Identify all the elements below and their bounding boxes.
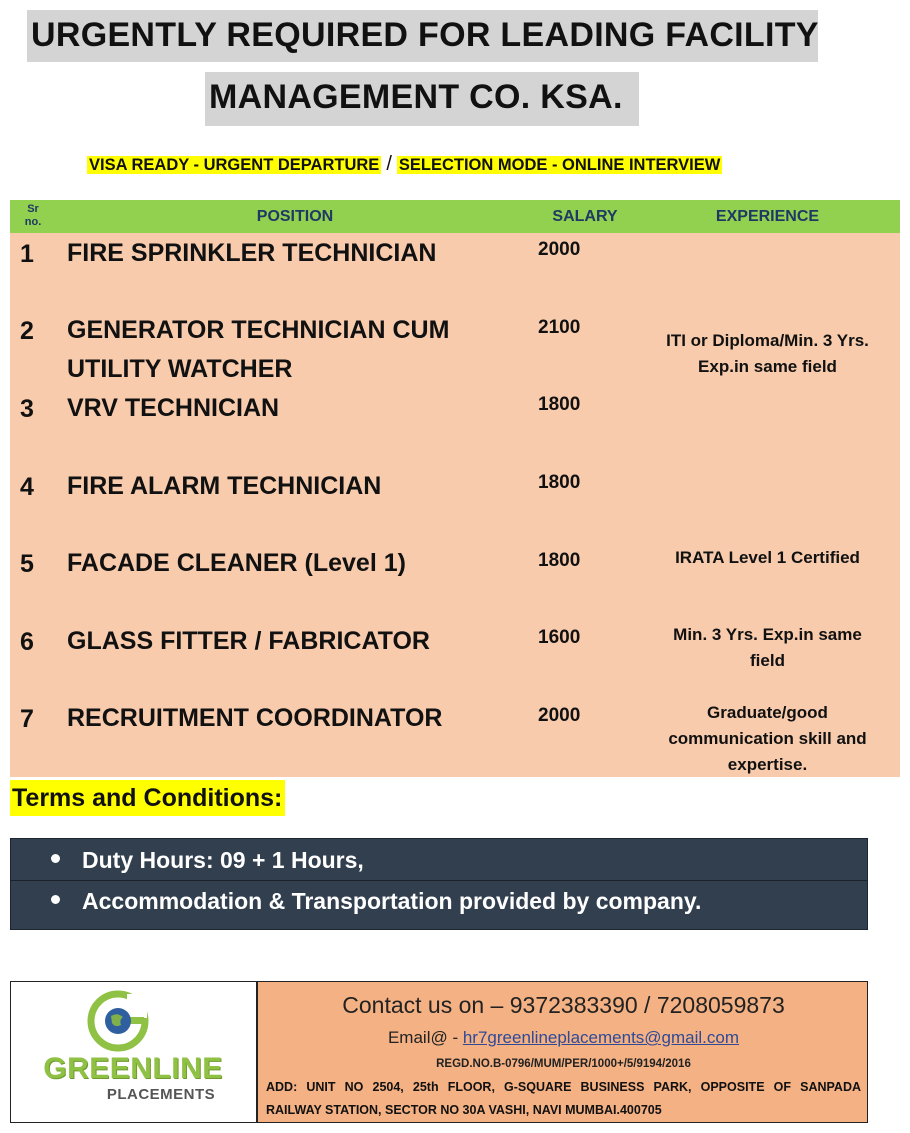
logo-box: [10, 981, 257, 1123]
row-position: FACADE CLEANER (Level 1): [67, 549, 406, 577]
address-line-1: ADD: UNIT NO 2504, 25th FLOOR, G-SQUARE BUSINESS PARK, OPPOSITE OF SANPADA: [266, 1080, 861, 1094]
experience-note-row-6: Min. 3 Yrs. Exp.in same field: [673, 625, 862, 670]
row-position: RECRUITMENT COORDINATOR: [67, 704, 443, 732]
table-header: [10, 200, 900, 233]
row-position: FIRE ALARM TECHNICIAN: [67, 472, 382, 500]
terms-item: Accommodation & Transportation provided by company.: [51, 881, 701, 921]
row-salary: 1800: [538, 394, 581, 415]
brand-name: GREENLINE: [43, 1052, 223, 1085]
row-sr: 3: [20, 395, 34, 423]
row-sr: 1: [20, 240, 34, 268]
title-line-1: URGENTLY REQUIRED FOR LEADING FACILITY: [27, 10, 818, 62]
terms-item: Duty Hours: 09 + 1 Hours,: [51, 840, 364, 880]
experience-note-row-5: IRATA Level 1 Certified: [675, 548, 860, 567]
header-sr: Sr no.: [24, 203, 42, 228]
subtitle: [87, 152, 722, 177]
row-position: GENERATOR TECHNICIAN CUM UTILITY WATCHER: [67, 316, 450, 383]
registration-number: REGD.NO.B-0796/MUM/PER/1000+/5/9194/2016: [436, 1058, 691, 1070]
row-position: FIRE SPRINKLER TECHNICIAN: [67, 239, 437, 267]
terms-box: [10, 838, 868, 930]
contact-email-line: [258, 1026, 869, 1050]
header-salary: SALARY: [552, 208, 618, 225]
terms-heading: Terms and Conditions:: [10, 780, 285, 816]
header-experience: EXPERIENCE: [715, 208, 820, 225]
row-salary: 2000: [538, 705, 581, 726]
selection-mode-label: SELECTION MODE - ONLINE INTERVIEW: [398, 156, 721, 174]
row-salary: 2000: [538, 239, 581, 260]
address-line-2: RAILWAY STATION, SECTOR NO 30A VASHI, NAVI MUMBAI.400705: [266, 1103, 662, 1117]
header-position: POSITION: [256, 208, 334, 225]
email-label: Email@ -: [387, 1028, 463, 1047]
row-salary: 2100: [538, 317, 581, 338]
contact-phone: Contact us on – 9372383390 / 7208059873: [342, 992, 785, 1018]
brand-subtitle: PLACEMENTS: [106, 1086, 216, 1103]
bullet-icon: [51, 854, 60, 863]
row-sr: 2: [20, 317, 34, 345]
experience-note-row-7: Graduate/good communication skill and expertise.: [668, 703, 867, 774]
row-position: GLASS FITTER / FABRICATOR: [67, 627, 430, 655]
row-sr: 5: [20, 550, 34, 578]
greenline-logo-icon: [87, 990, 149, 1052]
row-salary: 1800: [538, 472, 581, 493]
contact-box: [257, 981, 868, 1123]
title-line-2: MANAGEMENT CO. KSA.: [205, 72, 639, 126]
subtitle-separator: /: [386, 153, 392, 175]
row-salary: 1600: [538, 627, 581, 648]
bullet-icon: [51, 895, 60, 904]
visa-ready-label: VISA READY - URGENT DEPARTURE: [89, 156, 380, 174]
row-sr: 7: [20, 705, 34, 733]
row-salary: 1800: [538, 550, 581, 571]
positions-table: [10, 200, 900, 777]
experience-note-rows-1-4: ITI or Diploma/Min. 3 Yrs. Exp.in same field: [666, 331, 869, 376]
row-sr: 6: [20, 628, 34, 656]
row-position: VRV TECHNICIAN: [67, 394, 280, 422]
email-link[interactable]: hr7greenlineplacements@gmail.com: [462, 1028, 740, 1047]
row-sr: 4: [20, 473, 34, 501]
